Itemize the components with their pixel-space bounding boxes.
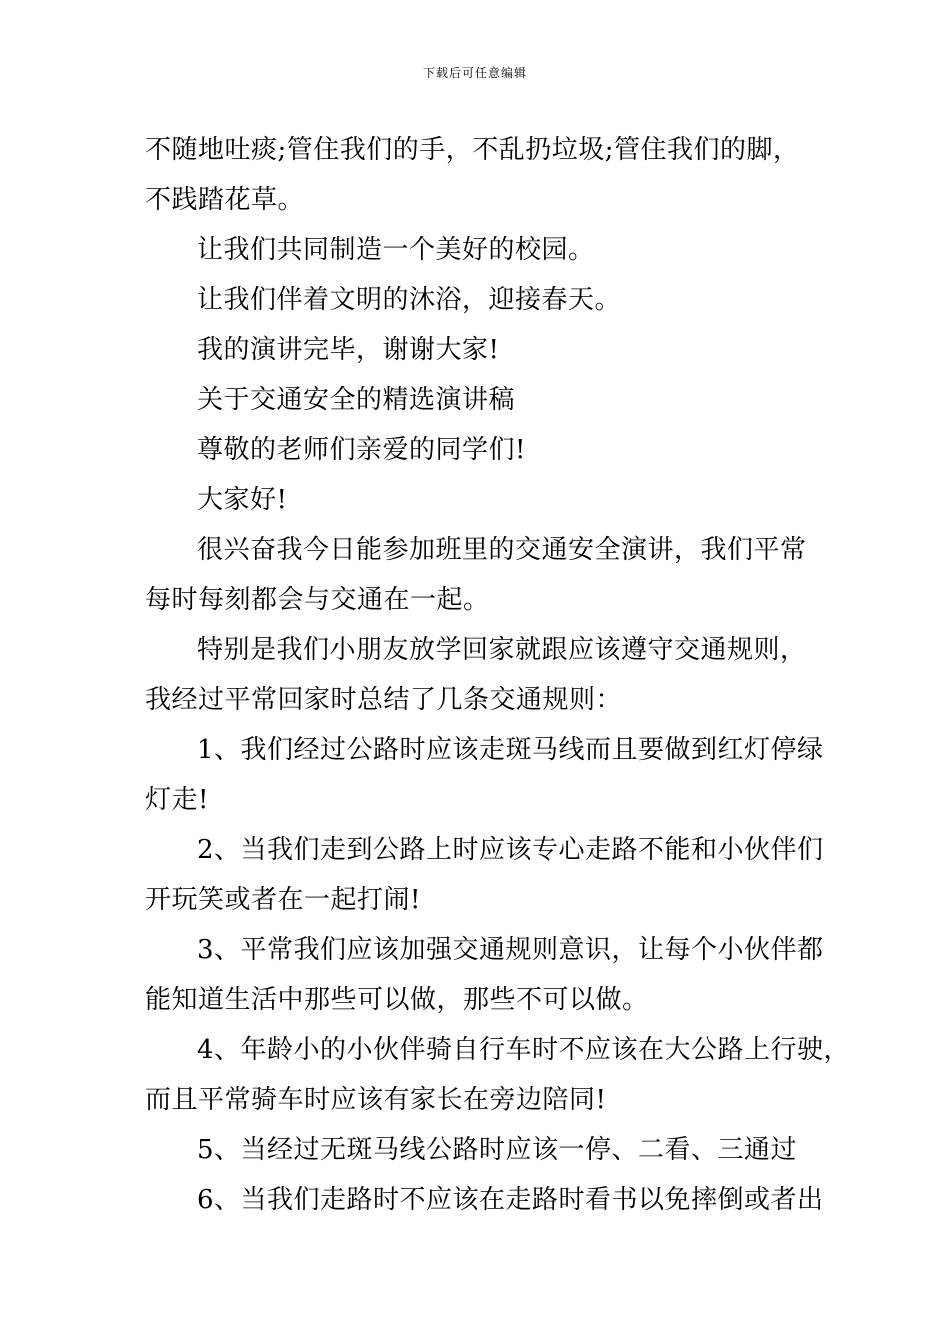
paragraph-line: 不践踏花草。 [145, 185, 305, 215]
paragraph-line: 每时每刻都会与交通在一起。 [145, 585, 490, 615]
paragraph-line: 特别是我们小朋友放学回家就跟应该遵守交通规则， [197, 635, 807, 665]
paragraph-line: 很兴奋我今日能参加班里的交通安全演讲，我们平常 [197, 535, 807, 565]
rule-item-3-cont: 能知道生活中那些可以做，那些不可以做。 [145, 985, 649, 1015]
body-text [145, 125, 851, 1225]
rule-item-2: 2、当我们走到公路上时应该专心走路不能和小伙伴们 [197, 835, 824, 865]
rule-item-4: 4、年龄小的小伙伴骑自行车时不应该在大公路上行驶， [197, 1035, 851, 1065]
rule-item-1: 1、我们经过公路时应该走斑马线而且要做到红灯停绿 [197, 735, 824, 765]
rule-item-5: 5、当经过无斑马线公路时应该一停、二看、三通过 [197, 1135, 798, 1165]
speech-title: 关于交通安全的精选演讲稿 [197, 385, 516, 415]
rule-item-2-cont: 开玩笑或者在一起打闹! [145, 885, 421, 915]
greeting: 大家好! [197, 485, 288, 515]
header-note: 下载后可任意编辑 [422, 66, 527, 80]
rule-item-4-cont: 而且平常骑车时应该有家长在旁边陪同! [145, 1085, 607, 1115]
rule-item-3: 3、平常我们应该加强交通规则意识，让每个小伙伴都 [197, 935, 824, 965]
paragraph-line: 我经过平常回家时总结了几条交通规则： [145, 685, 623, 715]
paragraph-line: 让我们共同制造一个美好的校园。 [197, 235, 595, 265]
rule-item-6: 6、当我们走路时不应该在走路时看书以免摔倒或者出 [197, 1185, 824, 1215]
salutation: 尊敬的老师们亲爱的同学们! [197, 435, 526, 465]
paragraph-line: 让我们伴着文明的沐浴，迎接春天。 [197, 285, 622, 315]
rule-item-1-cont: 灯走! [145, 785, 209, 815]
paragraph-line: 不随地吐痰;管住我们的手，不乱扔垃圾;管住我们的脚， [145, 135, 800, 165]
paragraph-line: 我的演讲完毕，谢谢大家! [197, 335, 500, 365]
